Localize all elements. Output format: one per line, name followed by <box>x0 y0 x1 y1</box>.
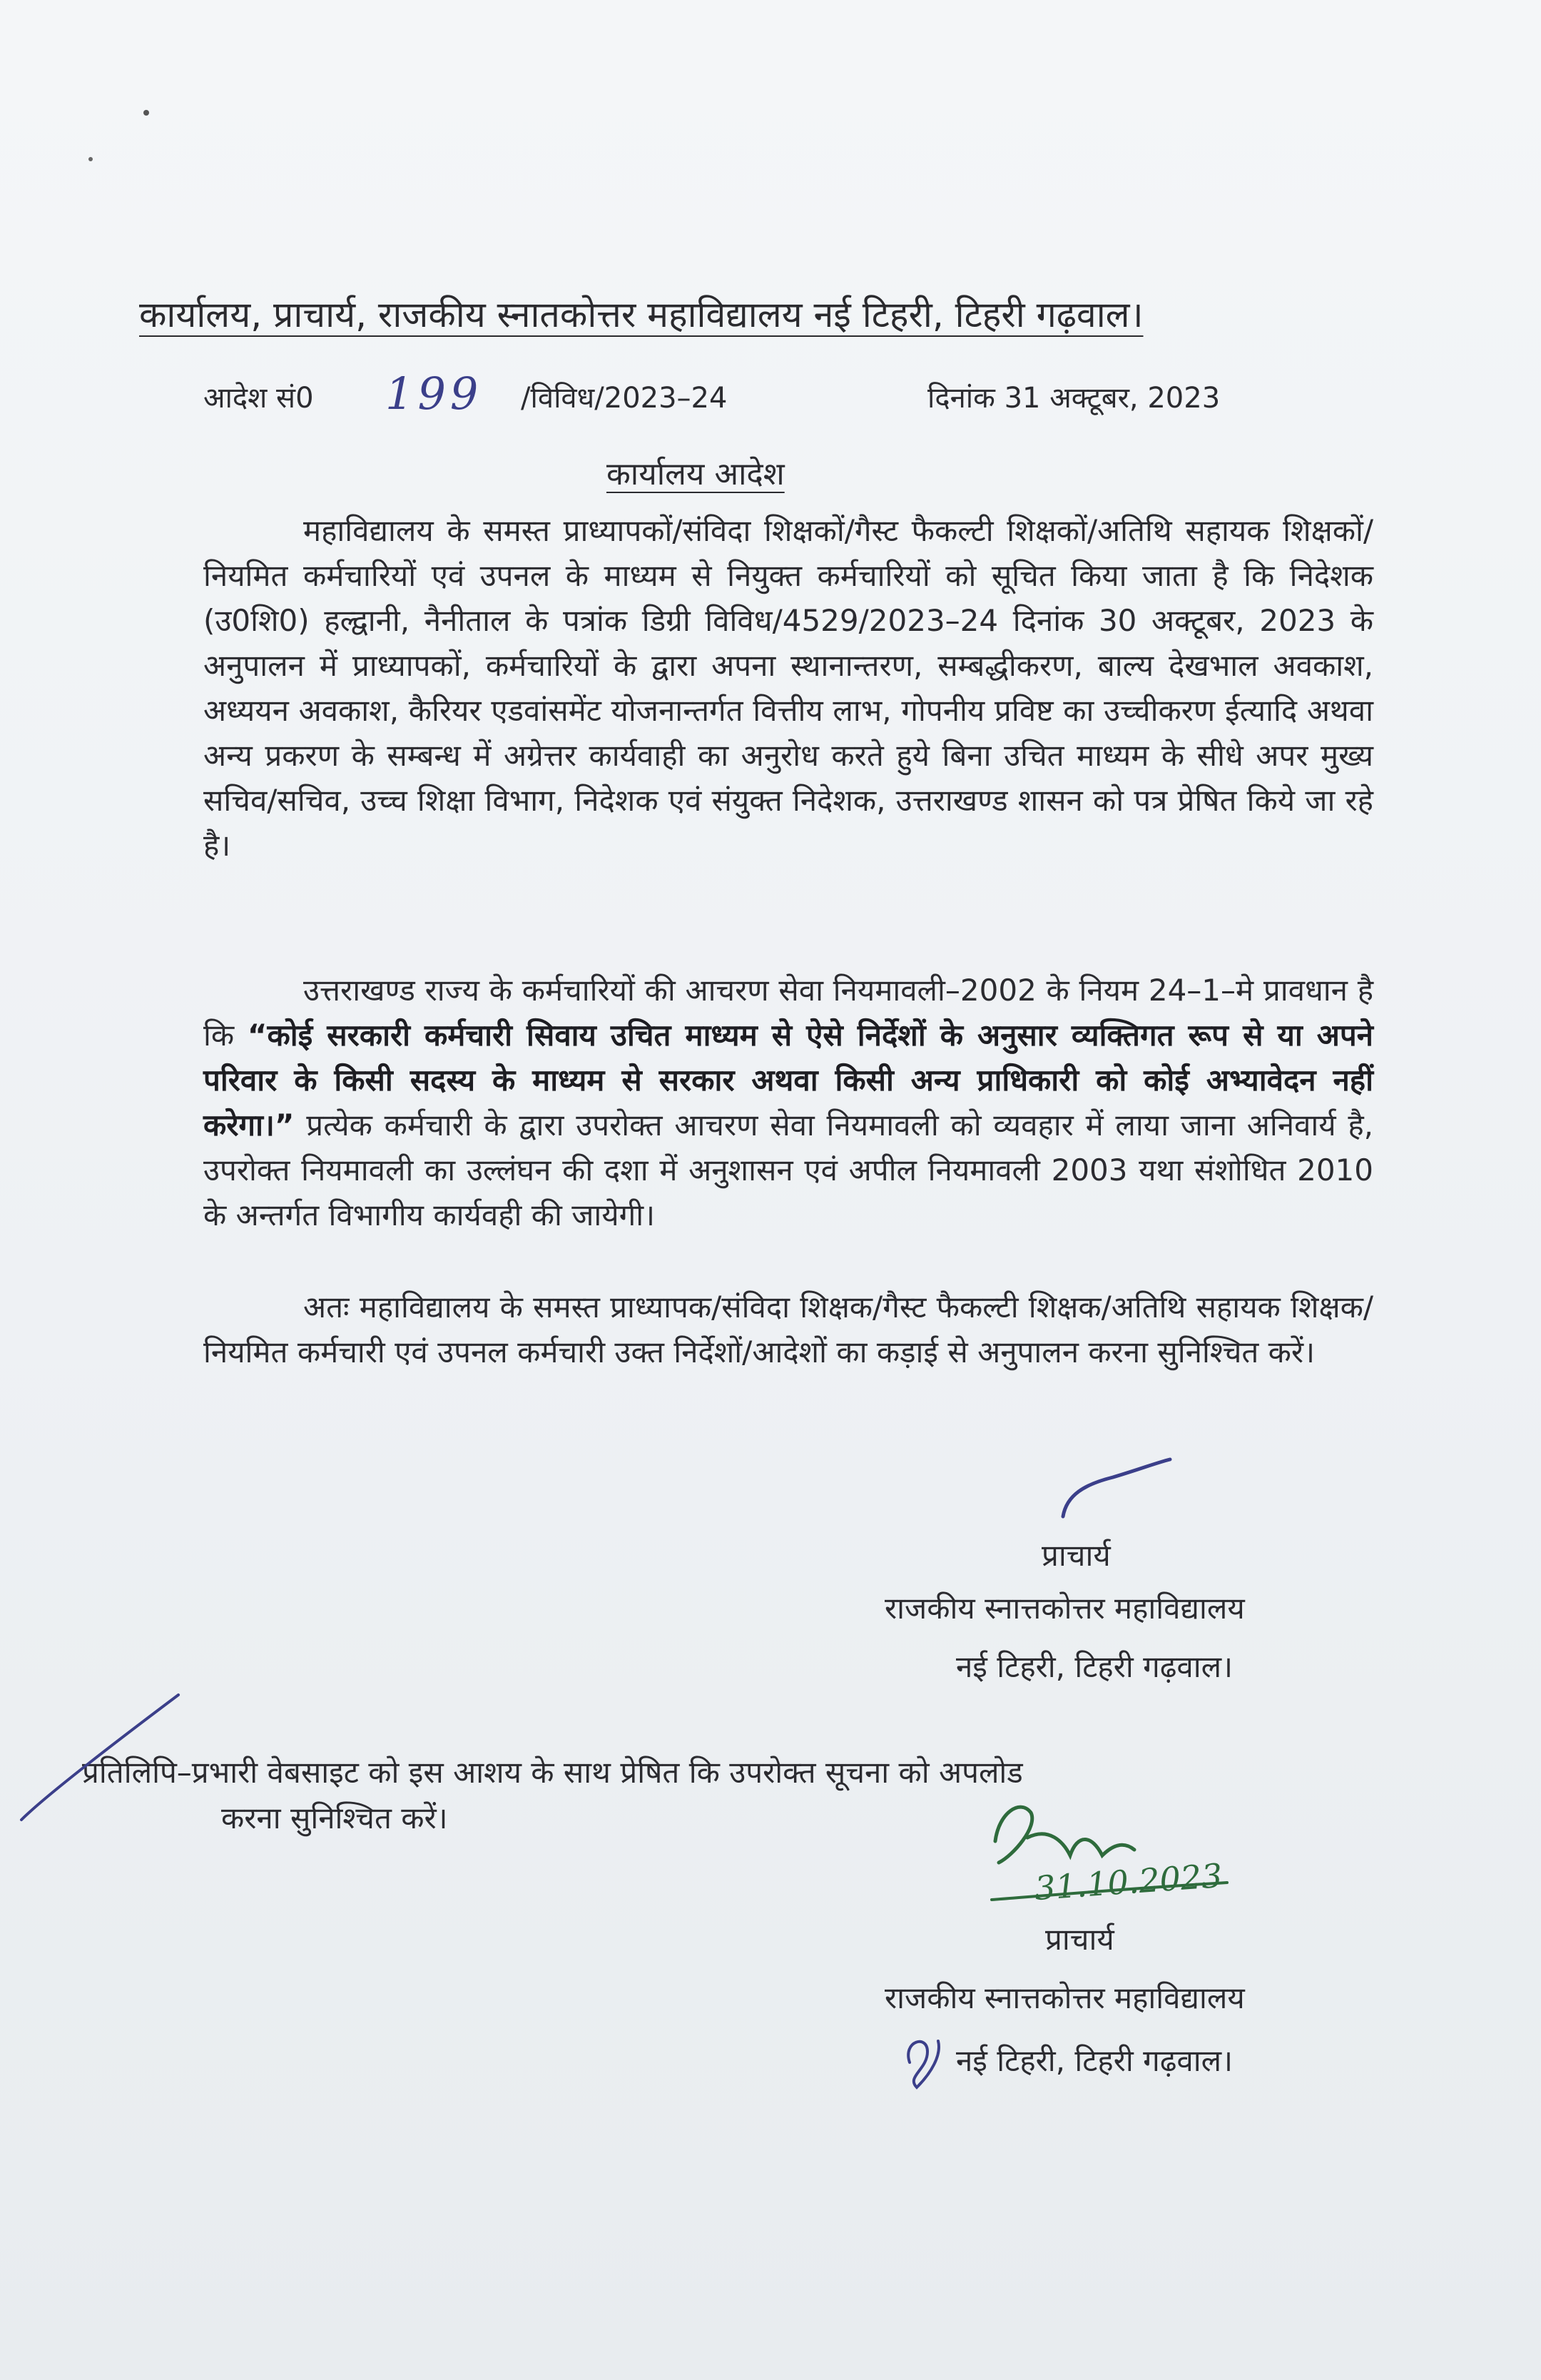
order-number-handwritten: 199 <box>385 368 483 420</box>
order-number-label: आदेश सं0 <box>203 382 314 415</box>
signature-stroke-icon <box>1063 1459 1170 1516</box>
order-date: दिनांक 31 अक्टूबर, 2023 <box>927 382 1221 415</box>
copy-note-line-1: प्रतिलिपि–प्रभारी वेबसाइट को इस आशय के साथ प्रेषित कि उपरोक्त सूचना को अपलोड <box>82 1755 1023 1790</box>
copy-signature-college: राजकीय स्नात्तकोत्तर महाविद्यालय <box>885 1980 1245 2015</box>
date-underline <box>992 1883 1227 1900</box>
paragraph-2-end: प्रत्येक कर्मचारी के द्वारा उपरोक्त आचरण सेवा नियमावली को व्यवहार में लाया जाना अनिवार्य है, उपरोक्त नियमावली का उल्लंघन की दशा में अनुशासन एवं अपील नियमावली 2003 यथा संशोधित 2010 के अन्तर्गत विभागीय कार्यवही की जायेगी। <box>203 1108 1373 1232</box>
ink-speck <box>88 157 93 161</box>
signature-college: राजकीय स्नात्तकोत्तर महाविद्यालय <box>885 1591 1245 1626</box>
signature-place: नई टिहरी, टिहरी गढ़वाल। <box>956 1649 1234 1684</box>
tick-mark-icon <box>21 1695 178 1820</box>
ink-speck <box>143 110 149 116</box>
handwritten-date: 31.10.2023 <box>1033 1855 1224 1908</box>
office-header: कार्यालय, प्राचार्य, राजकीय स्नातकोत्तर महाविद्यालय नई टिहरी, टिहरी गढ़वाल। <box>139 294 1144 335</box>
paragraph-1: महाविद्यालय के समस्त प्राध्यापकों/संविदा शिक्षकों/गैस्ट फैकल्टी शिक्षकों/अतिथि सहायक शिक्षकों/नियमित कर्मचारियों एवं उपनल के माध्यम से नियुक्त कर्मचारियों को सूचित किया जाता है कि निदेशक (उ0शि0) हल्द्वानी, नैनीताल के पत्रांक डिग्री विविध/4529/2023–24 दिनांक 30 अक्टूबर, 2023 के अनुपालन में प्राध्यापकों, कर्मचारियों के द्वारा अपना स्थानान्तरण, सम्बद्धीकरण, बाल्य देखभाल अवकाश, अध्ययन अवकाश, कैरियर एडवांसमेंट योजनान्तर्गत वित्तीय लाभ, गोपनीय प्रविष्ट का उच्चीकरण ईत्यादि अथवा अन्य प्रकरण के सम्बन्ध में अग्रेत्तर कार्यवाही का अनुरोध करते हुये बिना उचित माध्यम के सीधे अपर मुख्य सचिव/सचिव, उच्च शिक्षा विभाग, निदेशक एवं संयुक्त निदेशक, उत्तराखण्ड शासन को पत्र प्रेषित किये जा रहे है। <box>203 513 1373 863</box>
paragraph-3: अतः महाविद्यालय के समस्त प्राध्यापक/संविदा शिक्षक/गैस्ट फैकल्टी शिक्षक/अतिथि सहायक शिक्षक/नियमित कर्मचारी एवं उपनल कर्मचारी उक्त निर्देशों/आदेशों का कड़ाई से अनुपालन करना सुनिश्चित करें। <box>203 1290 1373 1369</box>
green-initials-icon <box>995 1807 1134 1863</box>
initial-mark-icon <box>908 2041 939 2087</box>
order-number-suffix: /विविध/2023–24 <box>521 382 728 415</box>
document-subject: कार्यालय आदेश <box>606 456 785 492</box>
rule-quote: “कोई सरकारी कर्मचारी सिवाय उचित माध्यम से ऐसे निर्देशों के अनुसार व्यक्तिगत रूप से या अपने परिवार के किसी सदस्य के माध्यम से सरकार अथवा किसी अन्य प्राधिकारी को कोई अभ्यावेदन नहीं करेगा।” <box>203 1018 1373 1143</box>
copy-signature-title: प्राचार्य <box>1045 1922 1114 1957</box>
copy-signature-place: नई टिहरी, टिहरी गढ़वाल। <box>956 2043 1234 2078</box>
paragraph-2-start: उत्तराखण्ड राज्य के कर्मचारियों की आचरण सेवा नियमावली–2002 के नियम 24–1–मे प्रावधान है कि <box>203 973 1373 1053</box>
signature-title: प्राचार्य <box>1042 1538 1111 1573</box>
copy-note-line-2: करना सुनिश्चित करें। <box>221 1801 448 1835</box>
